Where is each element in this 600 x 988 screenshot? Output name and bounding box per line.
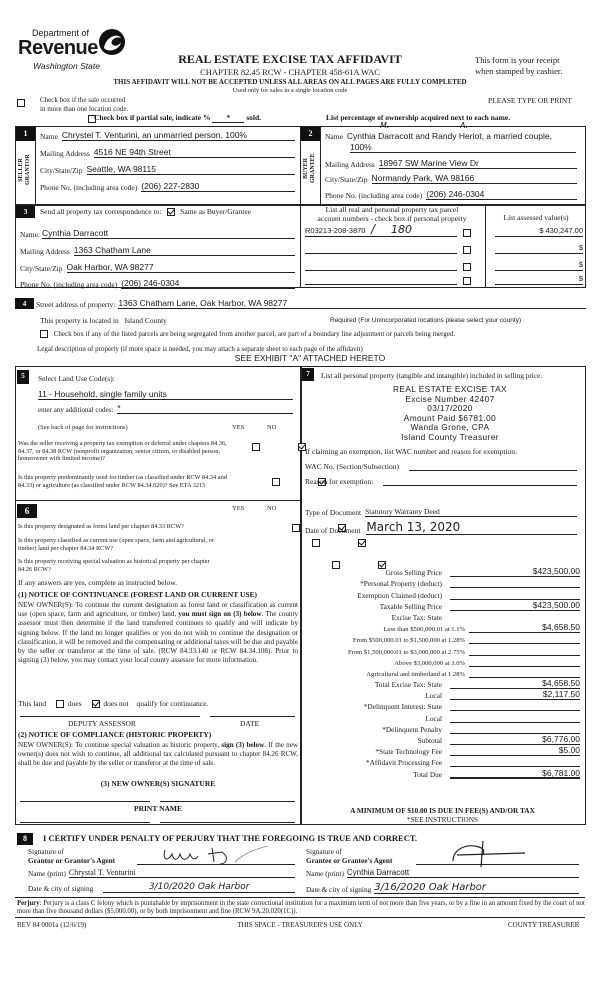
subtotal-input[interactable]: $6,776.00 [450,734,580,745]
forest-land-question: Is this property designated as forest land per chapter 84.33 RCW? [18,523,184,530]
multi-location-label-2: in more than one location code. [40,105,129,113]
print-name-line-2[interactable] [160,822,295,823]
notice-continuance-title: (1) NOTICE OF CONTINUANCE (FOREST LAND OR CURRENT USE) [18,590,258,599]
grantee-date-input[interactable]: 3/16/2020 Oak Harbor [374,882,579,894]
parcel-number-input[interactable]: R03213-208-3870 [305,226,457,237]
grantor-name-input[interactable]: Chrystal T. Venturini [69,868,295,878]
notice-continuance-text: NEW OWNER(S): To continue the current designation as forest land or classification as current use (open space, farm and agriculture, or timber) land, you must sign on (3) below. The county assessor must then determine if the land transferred continues to qualify and will indicate by signing below. If the land no longer qualifies or you do not wish to continue the designation or classification, it will be removed and the compensating or additional taxes will be due and payable by the seller or transferor at the time of sale. (RCW 84.33.140 or RCW 84.34.108). Prior to signing (3) below, you may contact your local county assessor for more information. [18,601,298,665]
notice-compliance-title: (2) NOTICE OF COMPLIANCE (HISTORIC PROPERTY) [18,730,212,739]
buyer-name-annotation-1: M. [380,121,390,130]
parcel-number-input[interactable] [305,274,457,285]
continuance-row: This land does does not qualify for continuance. [18,699,209,708]
buyer-name-input[interactable]: Cynthia Darracott and Randy Heriot, a married couple, [346,131,552,141]
grantor-signature-label: Signature of Grantor or Grantor's Agent [28,847,116,865]
seller-city-input[interactable]: Seattle, WA 98115 [87,164,296,175]
grantor-date-input[interactable]: 3/10/2020 Oak Harbor [103,882,295,893]
assessed-value-input[interactable]: $ [495,243,583,254]
logo-dept-text: Department of [32,28,90,38]
buyer-address-input[interactable]: 18967 SW Marine View Dr [379,158,577,169]
parcel-row [305,260,585,272]
date-label: DATE [240,719,260,728]
parcel-number-input[interactable] [305,260,457,271]
send-correspondence-row: Send all property tax correspondence to: Same as Buyer/Grantee [40,207,251,216]
buyer-phone-row: Phone No. (including area code) (206) 246-0304 [325,189,577,200]
section-4-badge: 4 [15,298,34,309]
buyer-phone-input[interactable]: (206) 246-0304 [426,189,577,200]
historic-question: Is this property receiving special valuation as historical property per chapter 84.26 RCW? [18,558,210,573]
current-use-yes-checkbox[interactable] [312,539,320,547]
delinquent-penalty-input[interactable] [450,723,580,734]
logo-state-text: Washington State [33,61,100,71]
certify-statement: I CERTIFY UNDER PENALTY OF PERJURY THAT THE FOREGOING IS TRUE AND CORRECT. [43,833,418,843]
print-name-line-1[interactable] [20,822,150,823]
tax-row: Total Excise Tax: State $4,658.50 [374,678,580,690]
processing-fee-input[interactable] [450,756,580,767]
does-not-qualify-checkbox[interactable] [92,700,100,708]
grantee-signature-label: Signature of Grantee or Grantee's Agent [306,847,393,865]
grantee-name-row: Name (print) Cynthia Darracott [306,868,579,878]
does-qualify-checkbox[interactable] [56,700,64,708]
delinquent-interest-local-input[interactable] [450,712,580,723]
buyer-name-input-line-2[interactable]: 100% [350,142,576,153]
county-select[interactable]: Island County [124,316,167,325]
document-date-row: Date of Document March 13, 2020 [305,520,577,535]
tax-row: From $500,000.01 to $1,500,000 at 1.28% [305,633,580,644]
personal-property-checkbox[interactable] [463,263,471,271]
exemption-claimed-input[interactable] [450,589,580,600]
personal-property-checkbox[interactable] [463,246,471,254]
deputy-assessor-signature-line[interactable] [20,716,200,717]
timber-yes-checkbox[interactable] [272,478,280,486]
tax-row: Local $2,117.50 [425,689,580,701]
buyer-city-row: City/State/Zip Normandy Park, WA 98166 [325,173,577,184]
partial-sale-input[interactable]: * [212,113,244,123]
section-7-badge: 7 [302,368,314,381]
additional-codes-row: enter any additional codes: * [38,403,293,414]
assessed-value-input[interactable]: $ 430,247.00 [495,226,583,237]
partial-sale-label: Check box if partial sale, indicate % * sold. [94,113,262,122]
timber-question: Is this property predominantly used for timber (as classified under RCW 84.34 and 84.33) or agriculture (as classified under RCW 84.34.020)? See ETA 3215 [18,474,227,489]
section-2-badge: 2 [301,127,320,141]
document-type-row: Type of Document Statutory Warranty Deed [305,507,577,517]
parties-divider-horizontal [15,204,586,206]
correspondence-name-row: Name: Cynthia Darracott [20,228,295,239]
parcel-number-input[interactable] [305,243,457,254]
no-header: NO [267,424,277,431]
exemption-question: Was the seller receiving a property tax exemption or deferral under chapters 84.36, 84.37, or 84.38 RCW (nonprofit organization, senior citizen, or disabled person, homeowner with limited income)? [18,440,227,462]
correspondence-phone-row: Phone No. (including area code) (206) 246-0304 [20,278,295,289]
tax-bracket-2-input[interactable] [469,633,580,644]
grantee-date-row: Date & city of signing 3/16/2020 Oak Harbor [306,882,579,894]
tax-row: *Affidavit Processing Fee [305,756,580,767]
tax-row: Above $3,000,000 at 3.0% [305,656,580,667]
legal-description-label: Legal description of property (if more space is needed, you may attach a separate sheet to each page of the affidavit) [37,345,363,353]
new-owner-signature-line-1[interactable] [20,801,150,802]
correspondence-city-input[interactable]: Oak Harbor, WA 98277 [67,262,296,273]
yes-header: YES [232,424,245,431]
correspondence-city-row: City/State/Zip Oak Harbor, WA 98277 [20,262,295,273]
document-date-input[interactable]: March 13, 2020 [366,520,577,535]
tax-bracket-3-input[interactable] [469,645,580,656]
land-use-select[interactable]: 11 - Household, single family units [38,389,293,400]
receipt-note-1: This form is your receipt [475,55,560,65]
exemption-reason-row: Reason for exemption: [305,476,577,486]
county-required-note: Required (For Unincorporated locations please select your county) [330,317,522,324]
section-3-badge: 3 [16,206,35,218]
parcel-annotation: 180 [391,223,412,236]
seller-name-input[interactable]: Chrystel T. Venturini, an unmarried person, 100% [62,130,295,141]
tax-row: Subtotal $6,776.00 [417,734,580,745]
personal-property-label: List all personal property (tangible and intangible) included in selling price. [321,371,543,380]
correspondence-address-input[interactable]: 1363 Chatham Lane [74,245,295,256]
total-due-input[interactable]: $6,781.00 [450,768,580,779]
correspondence-phone-input[interactable]: (206) 246-0304 [121,278,295,289]
grantee-name-input[interactable]: Cynthia Darracott [347,868,579,878]
buyer-address-row: Mailing Address 18967 SW Marine View Dr [325,158,577,169]
additional-codes-input[interactable]: * [117,403,293,414]
property-street-input[interactable]: 1363 Chatham Lane, Oak Harbor, WA 98277 [118,298,586,309]
tax-calculation-table [305,566,580,779]
ownership-note: List percentage of ownership acquired next to each name. [326,113,511,122]
tax-row: Taxable Selling Price $423,500.00 [379,599,580,611]
if-yes-instructions: If any answers are yes, complete as instructed below. [18,578,178,587]
minimum-fee-note: A MINIMUM OF $10.00 IS DUE IN FEE(S) AND/OR TAX [350,806,535,815]
technology-fee-input[interactable]: $5.00 [450,745,580,756]
single-location-note: Used only for sales in a single location code [232,87,348,94]
section-5-badge: 5 [17,370,29,384]
tax-row: Gross Selling Price $423,500.00 [385,566,580,578]
parties-divider-vertical [300,126,301,288]
form-title: REAL ESTATE EXCISE TAX AFFIDAVIT [178,52,402,66]
print-name-label: PRINT NAME [134,804,182,813]
exemption-claim-label: If claiming an exemption, list WAC number and reason for exemption: [305,447,518,456]
seller-side-divider [35,127,36,204]
parcel-row [305,222,585,238]
grantor-signature-scribble [140,842,270,868]
tax-row: Total Due $6,781.00 [413,767,580,779]
segregated-row: Check box if any of the listed parcels are being segregated from another parcel, are part of a boundary line adjustment or parcels being merged. [40,330,455,338]
please-type-note: PLEASE TYPE OR PRINT [488,96,572,105]
instructions-note: (See back of page for instructions) [38,424,128,431]
current-use-no-checkbox[interactable] [358,539,366,547]
taxable-selling-price-input[interactable]: $423,500.00 [450,600,580,611]
sections-5-7-divider [300,366,302,825]
tax-bracket-4-input[interactable] [469,656,580,667]
tax-row: Exemption Claimed (deduct) [305,588,580,599]
tax-row: *Delinquent Penalty [305,723,580,734]
footer-top-rule [15,897,585,898]
wac-number-input[interactable] [409,461,577,471]
treasurer-receipt-stamp: REAL ESTATE EXCISE TAX Excise Number 42407 03/17/2020 Amount Paid $6781.00 Wanda Grone, CPA Island County Treasurer [393,384,507,442]
exemption-yes-checkbox[interactable] [252,443,260,451]
personal-property-deduct-input[interactable] [450,577,580,588]
parcel-handwritten-annotation: / [371,222,376,236]
tax-row: *State Technology Fee $5.00 [375,745,580,757]
grantor-name-row: Name (print) Chrystal T. Venturini [28,868,295,878]
new-owner-signature-title: (3) NEW OWNER(S) SIGNATURE [100,779,216,788]
correspondence-name-input[interactable]: Cynthia Darracott [42,228,295,239]
correspondence-address-row: Mailing Address 1363 Chatham Lane [20,245,295,256]
wac-number-row: WAC No. (Section/Subsection) [305,461,577,471]
yes-header: YES [232,505,245,512]
buyer-side-divider [320,127,321,204]
tax-bracket-1-input[interactable]: $4,658.50 [469,622,580,633]
parcel-row [305,243,585,255]
deputy-assessor-label: DEPUTY ASSESSOR [68,719,136,728]
section-6-badge: 6 [17,504,37,518]
tax-row: *Delinquent Interest: State [305,700,580,711]
tax-row: Local [305,711,580,722]
dor-logo [18,28,138,78]
assessed-value-input[interactable]: $ [495,274,583,285]
section-1-badge: 1 [16,127,35,141]
notice-compliance-text: NEW OWNER(S): To continue special valuation as historic property, sign (3) below. If the new owner(s) does not wish to continue, all additional tax calculated pursuant to chapter 84.26 RCW, shall be due and payable by the seller or transferor at the time of sale. [18,741,298,768]
agricultural-tax-input[interactable] [469,667,580,678]
tax-row: Agricultural and timberland at 1.28% [305,667,580,678]
perjury-notice: Perjury: Perjury is a class C felony which is punishable by imprisonment in the state correctional institution for a maximum term of not more than five years, or by a fine in an amount fixed by the court of not more than five thousand dollars ($5,000.00), or by both imprisonment and fine (RCW 9A.20.020(1C)). [17,900,585,916]
multi-location-label-1: Check box if the sale occurred [40,96,126,104]
buyer-name-row: Name Cynthia Darracott and Randy Heriot, a married couple, [325,131,583,141]
buyer-grantee-label: BUYER GRANTEE [303,153,316,183]
parcel-row [305,274,585,286]
seller-name-row: Name Chrystel T. Venturini, an unmarried person, 100% [40,130,295,141]
total-excise-state-input[interactable]: $4,658.50 [450,678,580,689]
buyer-city-input[interactable]: Normandy Park, WA 98166 [372,173,578,184]
seller-phone-input[interactable]: (206) 227-2830 [141,181,295,192]
street-address-row: Street address of property: 1363 Chatham Lane, Oak Harbor, WA 98277 [36,298,586,309]
exemption-reason-input[interactable] [383,476,577,486]
section-8-badge: 8 [17,833,33,845]
property-located-row: This property is located in Island County [40,316,167,325]
tax-row: Less than $500,000.01 at 1.1% $4,658.50 [383,622,580,634]
warning-banner: THIS AFFIDAVIT WILL NOT BE ACCEPTED UNLESS ALL AREAS ON ALL PAGES ARE FULLY COMPLETED [113,78,467,86]
logo-revenue-text: Revenue [18,37,98,59]
personal-property-checkbox[interactable] [463,277,471,285]
treasurer-use-note: THIS SPACE - TREASURER'S USE ONLY [237,921,363,929]
land-use-label: Select Land Use Code(s): [38,374,115,383]
revenue-swirl-icon [98,28,126,56]
same-as-buyer-checkbox[interactable] [167,208,175,216]
assessed-value-input[interactable]: $ [495,260,583,271]
receipt-note-2: when stamped by cashier. [475,66,563,76]
grantee-signature-scribble [445,839,535,869]
seller-address-row: Mailing Address 4516 NE 94th Street [40,147,295,158]
new-owner-signature-line-2[interactable] [160,801,295,802]
parcels-header: List all real and personal property tax parcel account numbers - check box if personal property [317,205,467,223]
seller-city-row: City/State/Zip Seattle, WA 98115 [40,164,295,175]
assessed-value-header: List assessed value(s) [503,213,569,222]
tax-row: From $1,500,000.01 to $3,000,000 at 2.75% [305,644,580,655]
deputy-date-line[interactable] [210,716,295,717]
form-id: REV 84 0001a (12/6/19) [17,921,87,929]
document-type-input[interactable]: Statutory Warranty Deed [365,507,577,517]
personal-property-checkbox[interactable] [463,229,471,237]
legal-description-value[interactable]: SEE EXHIBIT "A" ATTACHED HERETO [234,353,386,363]
tax-row: Excise Tax: State [391,612,442,622]
seller-grantor-label: SELLER GRANTOR [18,154,31,186]
footer-bottom-rule [15,917,585,918]
form-subtitle: CHAPTER 82.45 RCW - CHAPTER 458-61A WAC [200,67,380,77]
segregated-parcel-checkbox[interactable] [40,330,48,338]
no-header: NO [267,505,277,512]
seller-phone-row: Phone No. (including area code) (206) 227-2830 [40,181,295,192]
total-excise-local-input[interactable]: $2,117.50 [450,689,580,700]
multi-location-checkbox[interactable] [17,99,25,107]
delinquent-interest-state-input[interactable] [450,700,580,711]
tax-row: *Personal Property (deduct) [305,577,580,588]
buyer-name-annotation-2: A. [460,121,469,130]
section-5-6-divider [15,500,301,501]
gross-selling-price-input[interactable]: $423,500.00 [450,566,580,577]
county-treasurer-label: COUNTY TREASURER [508,921,580,929]
seller-address-input[interactable]: 4516 NE 94th Street [94,147,295,158]
see-instructions-note: *SEE INSTRUCTIONS [406,815,479,824]
current-use-question: Is this property classified as current use (open space, farm and agricultural, or timber) land per chapter 84.34 RCW? [18,537,214,552]
forest-land-yes-checkbox[interactable] [292,524,300,532]
grantor-date-row: Date & city of signing 3/10/2020 Oak Harbor [28,882,295,893]
